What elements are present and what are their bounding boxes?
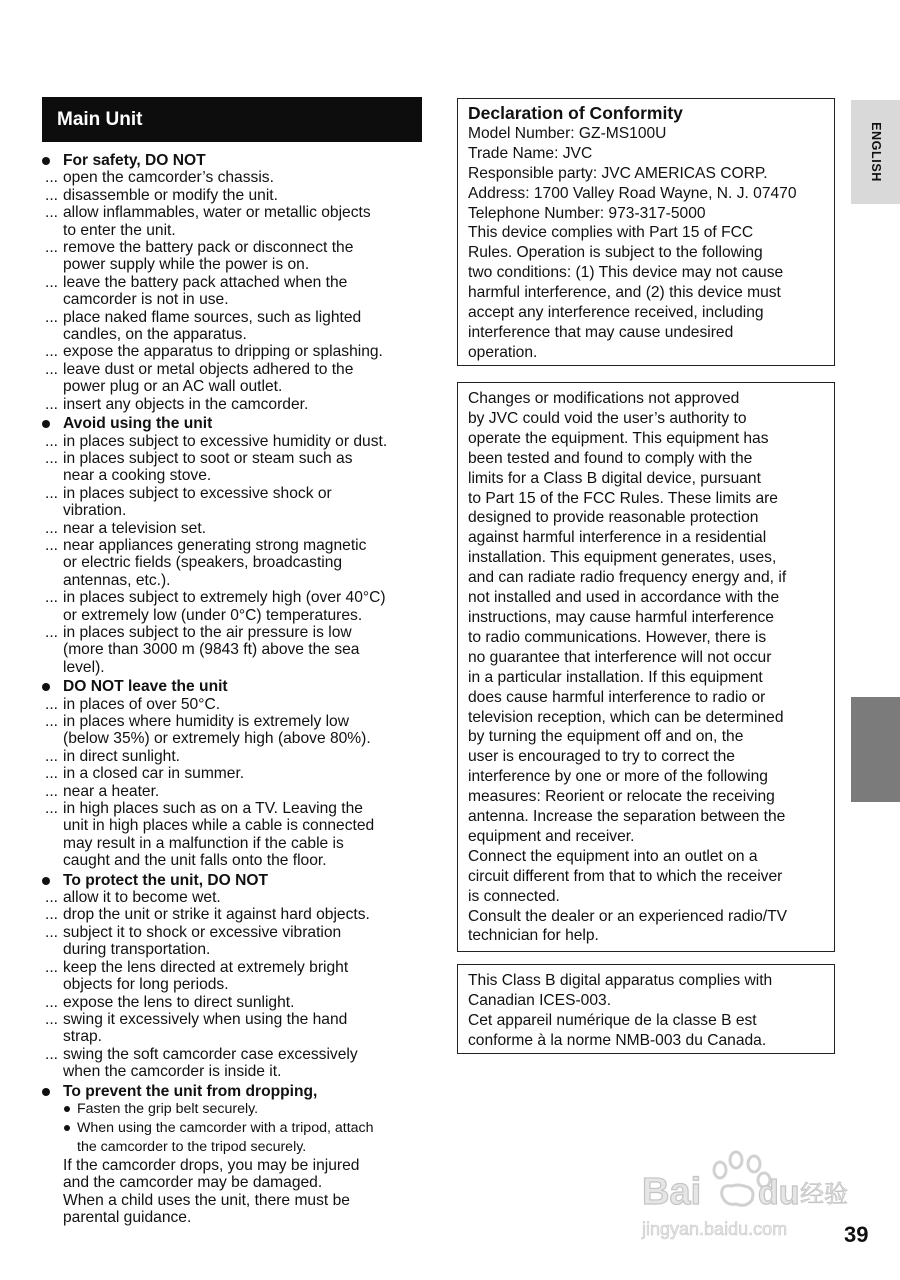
fcc-notice-line: antenna. Increase the separation between the — [468, 808, 786, 826]
svg-text:Bai: Bai — [642, 1171, 702, 1213]
fcc-notice-line: technician for help. — [468, 927, 599, 945]
ellipsis-marker: ... — [45, 1010, 58, 1028]
sub-list-item-line: the camcorder to the tripod securely. — [77, 1138, 307, 1155]
list-item — [40, 204, 432, 239]
declaration-line: two conditions: (1) This device may not cause — [468, 264, 784, 282]
ellipsis-marker: ... — [45, 343, 58, 361]
list-item-line: may result in a malfunction if the cable is — [63, 834, 344, 852]
list-item — [40, 713, 432, 748]
sub-list-item-line: When using the camcorder with a tripod, attach — [77, 1119, 374, 1136]
ellipsis-marker: ... — [45, 519, 58, 537]
list-item-line: swing it excessively when using the hand — [63, 1010, 348, 1028]
list-item-line: disassemble or modify the unit. — [63, 186, 278, 204]
fcc-notice-line: television reception, which can be determined — [468, 708, 784, 726]
ellipsis-marker: ... — [45, 800, 58, 818]
list-item — [40, 800, 432, 870]
list-item — [40, 994, 432, 1011]
ellipsis-marker: ... — [45, 432, 58, 450]
list-item-line: (more than 3000 m (9843 ft) above the sea — [63, 641, 360, 659]
declaration-line: operation. — [468, 343, 538, 361]
ellipsis-marker: ... — [45, 765, 58, 783]
fcc-notice-text — [468, 389, 828, 946]
fcc-notice-line: instructions, may cause harmful interference — [468, 608, 774, 626]
fcc-notice-line: no guarantee that interference will not occur — [468, 648, 772, 666]
fcc-notice-line: equipment and receiver. — [468, 827, 635, 845]
list-item — [40, 1011, 432, 1046]
ellipsis-marker: ... — [45, 782, 58, 800]
list-item-line: antennas, etc.). — [63, 571, 171, 589]
list-item — [40, 187, 432, 204]
list-item — [40, 696, 432, 713]
list-item-line: camcorder is not in use. — [63, 291, 229, 309]
sub-list-item — [40, 1119, 432, 1157]
language-tab-label: ENGLISH — [869, 122, 883, 182]
list-item — [40, 433, 432, 450]
ellipsis-marker: ... — [45, 695, 58, 713]
ellipsis-marker: ... — [45, 589, 58, 607]
declaration-of-conformity-box — [457, 98, 835, 366]
list-item-line: allow it to become wet. — [63, 889, 221, 907]
fcc-notice-line: against harmful interference in a residential — [468, 529, 767, 547]
ellipsis-marker: ... — [45, 360, 58, 378]
declaration-line: accept any interference received, including — [468, 304, 764, 322]
list-item-line: in places where humidity is extremely low — [63, 713, 349, 730]
fcc-notice-line: in a particular installation. If this equipment — [468, 668, 763, 686]
note-line: If the camcorder drops, you may be injured — [63, 1156, 360, 1174]
list-item-line: vibration. — [63, 502, 127, 520]
fcc-notice-line: measures: Reorient or relocate the receiving — [468, 788, 775, 806]
canada-notice-text — [468, 971, 828, 1051]
ellipsis-marker: ... — [45, 536, 58, 554]
list-item — [40, 485, 432, 520]
language-tab — [851, 100, 900, 204]
sub-list-item-line: Fasten the grip belt securely. — [77, 1100, 259, 1117]
list-item-line: subject it to shock or excessive vibration — [63, 923, 342, 941]
baidu-jingyan-watermark — [640, 1138, 850, 1248]
list-item-line: when the camcorder is inside it. — [63, 1063, 282, 1081]
section-title: DO NOT leave the unit — [40, 678, 432, 695]
list-item — [40, 450, 432, 485]
ellipsis-marker: ... — [45, 993, 58, 1011]
fcc-notice-line: Consult the dealer or an experienced radio/TV — [468, 907, 787, 925]
fcc-notice-line: Changes or modifications not approved — [468, 390, 740, 407]
list-item-line: remove the battery pack or disconnect the — [63, 239, 354, 257]
list-item-line: or extremely low (under 0°C) temperatures. — [63, 606, 363, 624]
list-item-line: in high places such as on a TV. Leaving the — [63, 800, 363, 818]
declaration-line: Rules. Operation is subject to the following — [468, 244, 763, 262]
list-item — [40, 1046, 432, 1081]
ellipsis-marker: ... — [45, 1045, 58, 1063]
list-item — [40, 169, 432, 186]
section-title: To protect the unit, DO NOT — [40, 872, 432, 889]
ellipsis-marker: ... — [45, 449, 58, 467]
list-item — [40, 589, 432, 624]
ellipsis-marker: ... — [45, 906, 58, 924]
list-item-line: drop the unit or strike it against hard objects. — [63, 906, 370, 924]
section-title: For safety, DO NOT — [40, 152, 432, 169]
declaration-line: harmful interference, and (2) this device must — [468, 284, 781, 302]
fcc-notice-line: limits for a Class B digital device, pursuant — [468, 469, 761, 487]
list-item — [40, 343, 432, 360]
list-item-line: or electric fields (speakers, broadcasting — [63, 554, 343, 572]
list-item — [40, 537, 432, 589]
list-item-line: in places of over 50°C. — [63, 695, 221, 713]
canada-notice-line: This Class B digital apparatus complies with — [468, 972, 773, 989]
ellipsis-marker: ... — [45, 484, 58, 502]
list-item-line: allow inflammables, water or metallic objects — [63, 204, 371, 222]
list-item-line: objects for long periods. — [63, 976, 229, 994]
fcc-notice-line: by JVC could void the user’s authority to — [468, 409, 747, 427]
fcc-notice-line: to radio communications. However, there is — [468, 628, 767, 646]
main-unit-list — [40, 152, 432, 1227]
list-item — [40, 924, 432, 959]
note-line: When a child uses the unit, there must be — [63, 1191, 350, 1209]
list-item — [40, 906, 432, 923]
section-title: To prevent the unit from dropping, — [40, 1083, 432, 1100]
list-item-line: near a cooking stove. — [63, 467, 212, 485]
list-item-line: near appliances generating strong magnetic — [63, 536, 367, 554]
fcc-notice-line: not installed and used in accordance with the — [468, 589, 780, 607]
section-title: Avoid using the unit — [40, 415, 432, 432]
ellipsis-marker: ... — [45, 186, 58, 204]
fcc-notice-line: Connect the equipment into an outlet on a — [468, 847, 758, 865]
list-item — [40, 783, 432, 800]
list-item-line: in places subject to extremely high (over 40°C) — [63, 589, 386, 607]
list-item-line: in direct sunlight. — [63, 747, 181, 765]
declaration-text — [468, 124, 828, 363]
list-item-line: insert any objects in the camcorder. — [63, 395, 309, 413]
list-item-line: unit in high places while a cable is connected — [63, 817, 375, 835]
ellipsis-marker: ... — [45, 395, 58, 413]
list-item-line: in places subject to soot or steam such as — [63, 449, 353, 467]
declaration-line: interference that may cause undesired — [468, 323, 734, 341]
ellipsis-marker: ... — [45, 273, 58, 291]
list-item-line: in a closed car in summer. — [63, 765, 245, 783]
ellipsis-marker: ... — [45, 747, 58, 765]
note-line: parental guidance. — [63, 1209, 192, 1227]
fcc-notice-line: by turning the equipment off and on, the — [468, 728, 744, 746]
fcc-notice-line: interference by one or more of the following — [468, 768, 768, 786]
sub-list-item — [40, 1100, 432, 1119]
ellipsis-marker: ... — [45, 623, 58, 641]
declaration-title: Declaration of Conformity — [468, 103, 683, 123]
list-item-line: level). — [63, 658, 105, 676]
list-item-line: place naked flame sources, such as lighted — [63, 308, 362, 326]
declaration-line: Model Number: GZ-MS100U — [468, 124, 667, 142]
list-item-line: during transportation. — [63, 941, 211, 959]
ellipsis-marker: ... — [45, 204, 58, 222]
ellipsis-marker: ... — [45, 169, 58, 187]
main-unit-header: Main Unit — [42, 97, 422, 142]
fcc-notice-line: user is encouraged to try to correct the — [468, 748, 735, 766]
list-item — [40, 959, 432, 994]
list-item-line: leave the battery pack attached when the — [63, 273, 348, 291]
svg-text:经验: 经验 — [800, 1180, 848, 1208]
fcc-notice-line: to Part 15 of the FCC Rules. These limits are — [468, 489, 778, 507]
list-item — [40, 748, 432, 765]
fcc-notice-line: circuit different from that to which the receiver — [468, 867, 783, 885]
bullet-icon — [64, 1125, 70, 1131]
note-line: and the camcorder may be damaged. — [63, 1174, 323, 1192]
list-item-line: keep the lens directed at extremely bright — [63, 958, 349, 976]
declaration-line: Trade Name: JVC — [468, 144, 593, 162]
list-item-line: power plug or an AC wall outlet. — [63, 378, 283, 396]
ellipsis-marker: ... — [45, 889, 58, 907]
list-item — [40, 274, 432, 309]
list-item-line: to enter the unit. — [63, 221, 176, 239]
list-item-line: (below 35%) or extremely high (above 80%). — [63, 730, 371, 748]
list-item — [40, 396, 432, 413]
list-item — [40, 520, 432, 537]
bullet-icon — [64, 1106, 70, 1112]
fcc-notice-line: operate the equipment. This equipment has — [468, 429, 769, 447]
list-item-line: swing the soft camcorder case excessively — [63, 1045, 358, 1063]
declaration-line: This device complies with Part 15 of FCC — [468, 224, 754, 242]
list-item — [40, 765, 432, 782]
fcc-notice-line: is connected. — [468, 887, 560, 905]
list-item-line: in places subject to the air pressure is low — [63, 623, 352, 641]
list-item-line: expose the apparatus to dripping or splashing. — [63, 343, 383, 361]
canada-notice-box — [457, 964, 835, 1054]
fcc-notice-line: and can radiate radio frequency energy and, if — [468, 569, 787, 587]
page-number: 39 — [844, 1222, 869, 1247]
fcc-notice-box — [457, 382, 835, 952]
list-item-line: leave dust or metal objects adhered to the — [63, 360, 354, 378]
list-item — [40, 361, 432, 396]
declaration-line: Responsible party: JVC AMERICAS CORP. — [468, 164, 768, 182]
svg-text:jingyan.baidu.com: jingyan.baidu.com — [642, 1219, 788, 1239]
list-item-line: candles, on the apparatus. — [63, 326, 247, 344]
list-item-line: expose the lens to direct sunlight. — [63, 993, 295, 1011]
list-item-line: strap. — [63, 1028, 102, 1046]
canada-notice-line: Canadian ICES-003. — [468, 991, 612, 1009]
list-item — [40, 624, 432, 676]
ellipsis-marker: ... — [45, 239, 58, 257]
list-item-line: power supply while the power is on. — [63, 256, 310, 274]
fcc-notice-line: been tested and found to comply with the — [468, 449, 753, 467]
list-item — [40, 239, 432, 274]
list-item-line: open the camcorder’s chassis. — [63, 169, 274, 187]
svg-text:du: du — [758, 1174, 800, 1212]
fcc-notice-line: designed to provide reasonable protection — [468, 509, 759, 527]
declaration-line: Telephone Number: 973-317-5000 — [468, 204, 706, 222]
ellipsis-marker: ... — [45, 958, 58, 976]
list-item — [40, 889, 432, 906]
list-item-line: in places subject to excessive shock or — [63, 484, 332, 502]
list-item-line: near a television set. — [63, 519, 207, 537]
ellipsis-marker: ... — [45, 308, 58, 326]
list-item-line: in places subject to excessive humidity or dust. — [63, 432, 388, 450]
ellipsis-marker: ... — [45, 923, 58, 941]
canada-notice-line: conforme à la norme NMB-003 du Canada. — [468, 1031, 767, 1049]
ellipsis-marker: ... — [45, 713, 58, 730]
list-item — [40, 309, 432, 344]
declaration-line: Address: 1700 Valley Road Wayne, N. J. 07470 — [468, 184, 797, 202]
canada-notice-line: Cet appareil numérique de la classe B est — [468, 1011, 757, 1029]
fcc-notice-line: does cause harmful interference to radio or — [468, 688, 766, 706]
list-item-line: caught and the unit falls onto the floor. — [63, 852, 327, 870]
list-item-line: near a heater. — [63, 782, 160, 800]
fcc-notice-line: installation. This equipment generates, uses, — [468, 549, 777, 567]
section-marker-block — [851, 697, 900, 802]
